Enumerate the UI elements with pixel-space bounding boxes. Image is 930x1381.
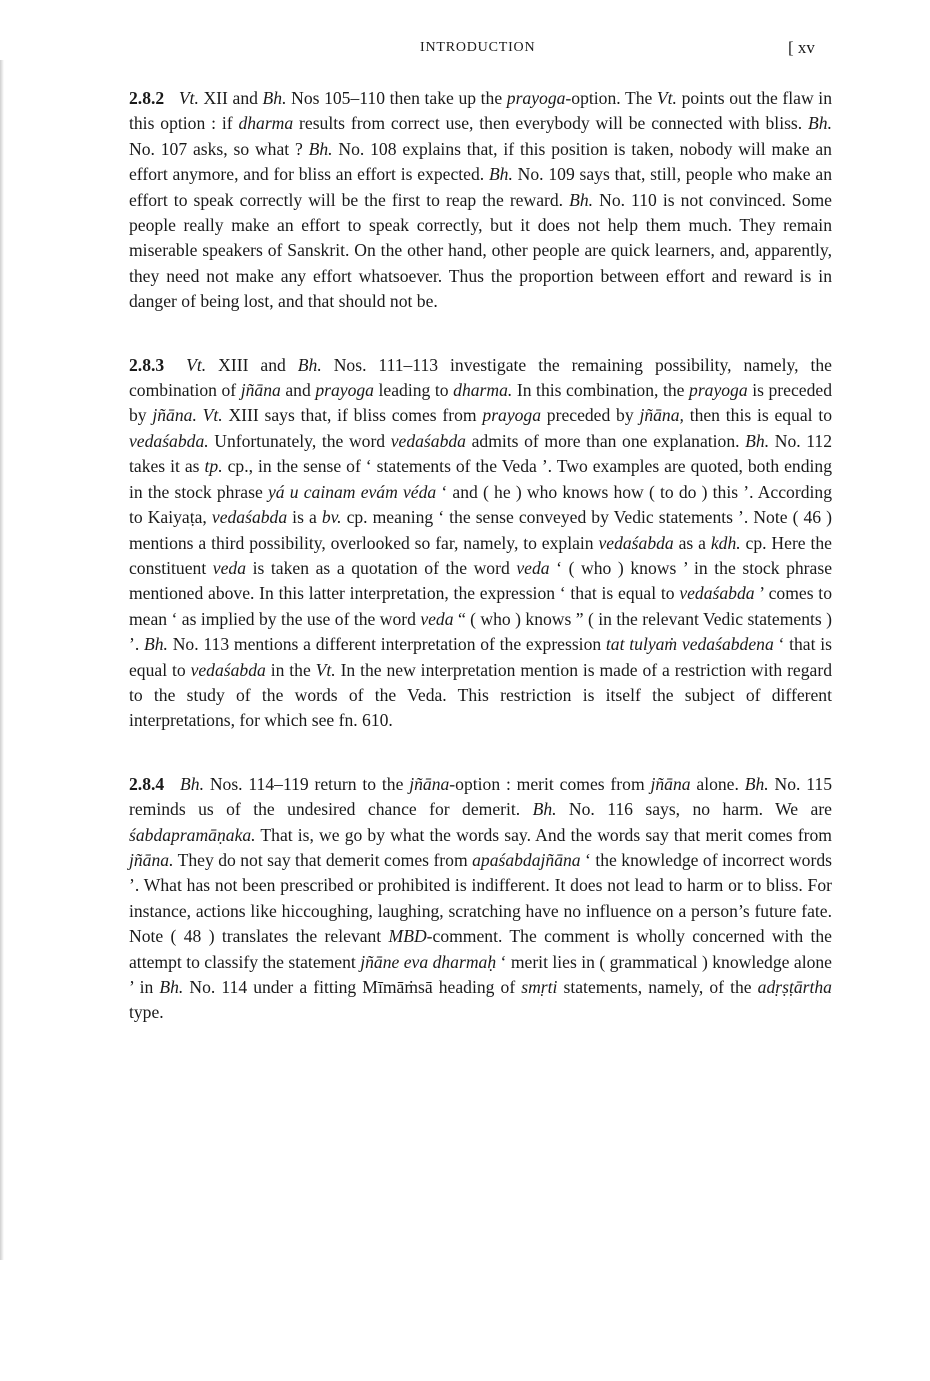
italic-run: vedaśabda [679,583,755,604]
running-title: INTRODUCTION [420,40,536,55]
paragraph-2-8-3 [129,353,832,734]
italic-run: vedaśabda [598,532,674,553]
italic-run: vedaśabda [190,659,266,680]
text-run: cp. Here the constituent [129,532,832,578]
text-run: No. 108 explains that, if this position is taken, nobody will make an effort anymore, and for bliss an effort is expected. [129,138,832,185]
italic-run: prayoga [315,380,374,401]
text-run: -option : merit comes from [449,773,651,794]
text-run: is preceded by [129,380,832,426]
italic-run: veda [212,557,247,578]
italic-run: jñāna [409,773,450,794]
italic-run: smṛti [521,977,558,997]
text-run: Nos 105–110 then take up the [286,88,507,108]
italic-run: vedaśabda [211,507,288,528]
text-run: No. 115 reminds us of the undesired chance for demerit. [129,773,832,820]
italic-run: jñāna, [639,405,684,426]
italic-run: tat tulyaṁ vedaśabdena [605,634,774,655]
text-run: In this combination, the [512,380,690,401]
italic-run: Bh. [308,138,333,159]
italic-run: apaśabdajñāna [472,849,581,870]
italic-run: prayoga [482,405,542,426]
italic-run: Vt. [186,354,207,375]
text-run: in the [265,659,316,680]
italic-run: Bh. [569,189,594,210]
italic-run: yá u cainam evám véda [267,481,437,502]
text-run: ‘ the knowledge of incorrect words ’. What has not been prescribed or prohibited is indifferent. It does not lead to harm or to bliss. For instance, actions like hiccoughing, laughing, scratching have no influence on a person’s future fate. Note ( 48 ) translates the relevant [129,849,832,947]
italic-run: prayoga [689,380,748,401]
text-run: XIII and [206,354,298,375]
italic-run: kdh. [710,532,741,553]
italic-run: Vt. [656,88,677,108]
text-run: points out the flaw in this option : if [129,88,832,134]
text-run: ‘ merit lies in ( grammatical ) knowledge alone ’ in [129,951,832,997]
text-run: No. 113 mentions a different interpretation of the expression [167,634,606,655]
text-run: XII and [198,88,263,108]
italic-run: śabdapramāṇaka. [129,824,256,845]
italic-run: veda [420,608,454,629]
text-run: then this is equal to [683,405,833,426]
italic-run: jñāna [240,380,281,401]
section-number: 2.8.2 [129,88,165,108]
paragraph-2-8-4 [129,772,832,1026]
italic-run: jñāna [650,773,691,794]
text-run: No. 116 says, no harm. We are [556,799,832,820]
text-run: ‘ and ( he ) who knows how ( to do ) this ’. According to Kaiyaṭa, [129,481,832,528]
italic-run: Bh. [744,773,769,794]
italic-run: Bh. [745,430,770,451]
text-run: and [280,380,316,401]
section-number: 2.8.3 [129,354,165,375]
text-run: Nos. 111–113 investigate the remaining possibility, namely, the combination of [129,354,832,401]
text-run: is a [287,507,322,528]
text-run: Nos. 114–119 return to the [203,773,410,794]
text-run: -option. The [565,88,657,108]
text-run: admits of more than one explanation. [465,430,746,451]
section-number: 2.8.4 [129,773,165,794]
body-text [129,86,832,1064]
italic-run: Bh. [532,799,557,820]
text-run: cp. meaning ‘ the sense conveyed by Vedic statements ’. Note ( 46 ) mentions a third possibility, overlooked so far, namely, to explain [129,507,832,553]
italic-run: jñāna. [129,849,174,870]
text-run: alone. [690,773,745,794]
running-head [0,38,930,62]
text-run: statements, namely, of the [557,977,758,997]
text-run: No. 112 takes it as [129,430,832,477]
text-run: ‘ ( who ) knows ’ in the stock phrase mentioned above. In this latter interpretation, the expression ‘ that is equal to [129,557,833,604]
italic-run: Bh. [808,113,832,134]
italic-run: Bh. [297,354,322,375]
text-run: Unfortunately, the word [208,430,391,451]
text-run: preceded by [541,405,640,426]
text-run: No. 107 asks, so what ? [129,138,309,159]
italic-run: Vt. [315,659,336,680]
italic-run: Vt. [178,88,199,108]
text-run: -comment. The comment is wholly concerned with the attempt to classify the statement [129,926,832,972]
page-number: [ xv [788,38,815,57]
italic-run: MBD [388,926,427,947]
text-run: No. 109 says that, still, people who make an effort to speak correctly will be the first to reap the reward. [129,164,832,210]
italic-run: dharma. [453,380,513,401]
text-run: leading to [373,380,454,401]
text-run: type. [129,1002,164,1023]
italic-run: jñāna. [152,405,197,426]
italic-run: jñāne eva dharmaḥ [360,951,497,972]
italic-run: Bh. [180,773,204,794]
italic-run: bv. [321,507,342,528]
italic-run: Vt. [202,405,223,426]
italic-run: Bh. [262,88,287,108]
italic-run: veda [516,557,550,578]
italic-run: adṛṣṭārtha [757,977,832,997]
italic-run: tp. [204,456,223,477]
text-run: cp., in the sense of ‘ statements of the Veda ’. Two examples are quoted, both ending in the stock phrase [129,456,832,502]
text-run: That is, we go by what the words say. And the words say that merit comes from [255,824,832,845]
text-run: is taken as a quotation of the word [246,557,517,578]
text-run: results from correct use, then everybody will be connected with bliss. [293,113,809,134]
text-run: “ ( who ) knows ” ( in the relevant Vedic statements ) ’. [129,608,832,655]
paragraph-2-8-2 [129,86,832,315]
italic-run: vedaśabda [390,430,466,451]
text-run: ’ comes to mean ‘ as implied by the use of the word [129,583,832,629]
italic-run: vedaśabda. [129,430,209,451]
text-run: In the new interpretation mention is made of a restriction with regard to the study of the words of the Veda. This restriction is itself the subject of different interpretations, for which see fn. 610. [129,659,833,731]
italic-run: Bh. [488,164,513,185]
text-run: as a [673,532,711,553]
italic-run: prayoga [506,88,566,108]
text-run: No. 110 is not convinced. Some people really make an effort to speak correctly, but it does not help them much. They remain miserable speakers of Sanskrit. On the other hand, other people are quick learners, and, apparently, they need not make any effort whatsoever. Thus the proportion between effort and reward is in danger of being lost, and that should not be. [129,189,832,312]
scan-edge [0,60,4,1260]
text-run: No. 114 under a fitting Mīmāṁsā heading of [183,977,522,997]
italic-run: Bh. [159,977,184,997]
italic-run: Bh. [144,634,168,655]
italic-run: dharma [238,113,294,134]
text-run: They do not say that demerit comes from [173,849,473,870]
text-run: ‘ that is equal to [129,634,832,680]
text-run: XIII says that, if bliss comes from [222,405,483,426]
